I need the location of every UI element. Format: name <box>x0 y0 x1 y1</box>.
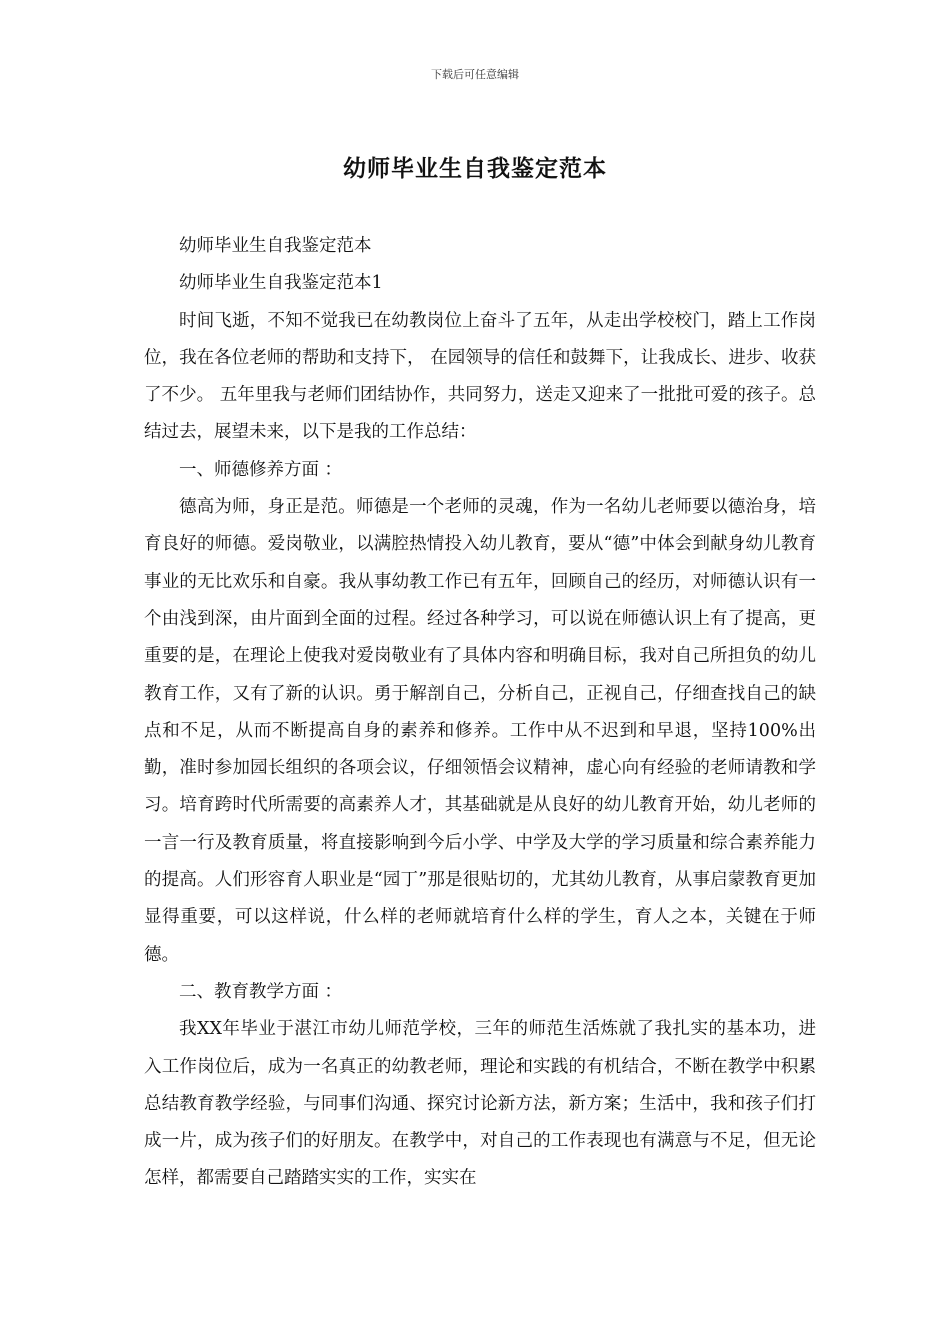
paragraph-subtitle: 幼师毕业生自我鉴定范本 <box>179 236 372 256</box>
paragraph-teaching: 我XX年毕业于湛江市幼儿师范学校，三年的师范生活炼就了我扎实的基本功，进入工作岗位后，成为一名真正的幼教老师，理论和实践的有机结合，不断在教学中积累总结教育教学经验，与同事们沟通、探究讨论新方法，新方案；生活中，我和孩子们打成一片，成为孩子们的好朋友。在教学中，对自己的工作表现也有满意与不足，但无论怎样，都需要自己踏踏实实的工作，实实在 <box>144 1019 816 1189</box>
paragraph-section-title: 幼师毕业生自我鉴定范本1 <box>179 273 383 294</box>
paragraph-ethics: 德高为师，身正是范。师德是一个老师的灵魂，作为一名幼儿老师要以德治身，培育良好的师德。爱岗敬业，以满腔热情投入幼儿教育，要从“德”中体会到献身幼儿教育事业的无比欢乐和自豪。我从事幼教工作已有五年，回顾自己的经历，对师德认识有一个由浅到深，由片面到全面的过程。经过各种学习，可以说在师德认识上有了提高，更重要的是，在理论上使我对爱岗敬业有了具体内容和明确目标，我对自己所担负的幼儿教育工作，又有了新的认识。勇于解剖自己，分析自己，正视自己，仔细查找自己的缺点和不足，从而不断提高自身的素养和修养。工作中从不迟到和早退，坚持100%出勤，准时参加园长组织的各项会议，仔细领悟会议精神，虚心向有经验的老师请教和学习。培育跨时代所需要的高素养人才，其基础就是从良好的幼儿教育开始，幼儿老师的一言一行及教育质量，将直接影响到今后小学、中学及大学的学习质量和综合素养能力的提高。人们形容育人职业是“园丁”那是很贴切的，尤其幼儿教育，从事启蒙教育更加显得重要，可以这样说，什么样的老师就培育什么样的学生，育人之本，关键在于师德。 <box>144 497 816 965</box>
document-body <box>144 228 816 1198</box>
header-note: 下载后可任意编辑 <box>431 68 519 81</box>
heading-ethics: 一、师德修养方面 ： <box>179 459 343 480</box>
paragraph-intro: 时间飞逝，不知不觉我已在幼教岗位上奋斗了五年，从走出学校校门，踏上工作岗位，我在各位老师的帮助和支持下， 在园领导的信任和鼓舞下，让我成长、进步、收获了不少。 五年里我与老师们团结协作，共同努力，送走又迎来了一批批可爱的孩子。总结过去，展望未来，以下是我的工作总结： <box>144 310 816 443</box>
document-title: 幼师毕业生自我鉴定范本 <box>343 155 607 182</box>
heading-teaching: 二、教育教学方面 ： <box>179 981 343 1002</box>
